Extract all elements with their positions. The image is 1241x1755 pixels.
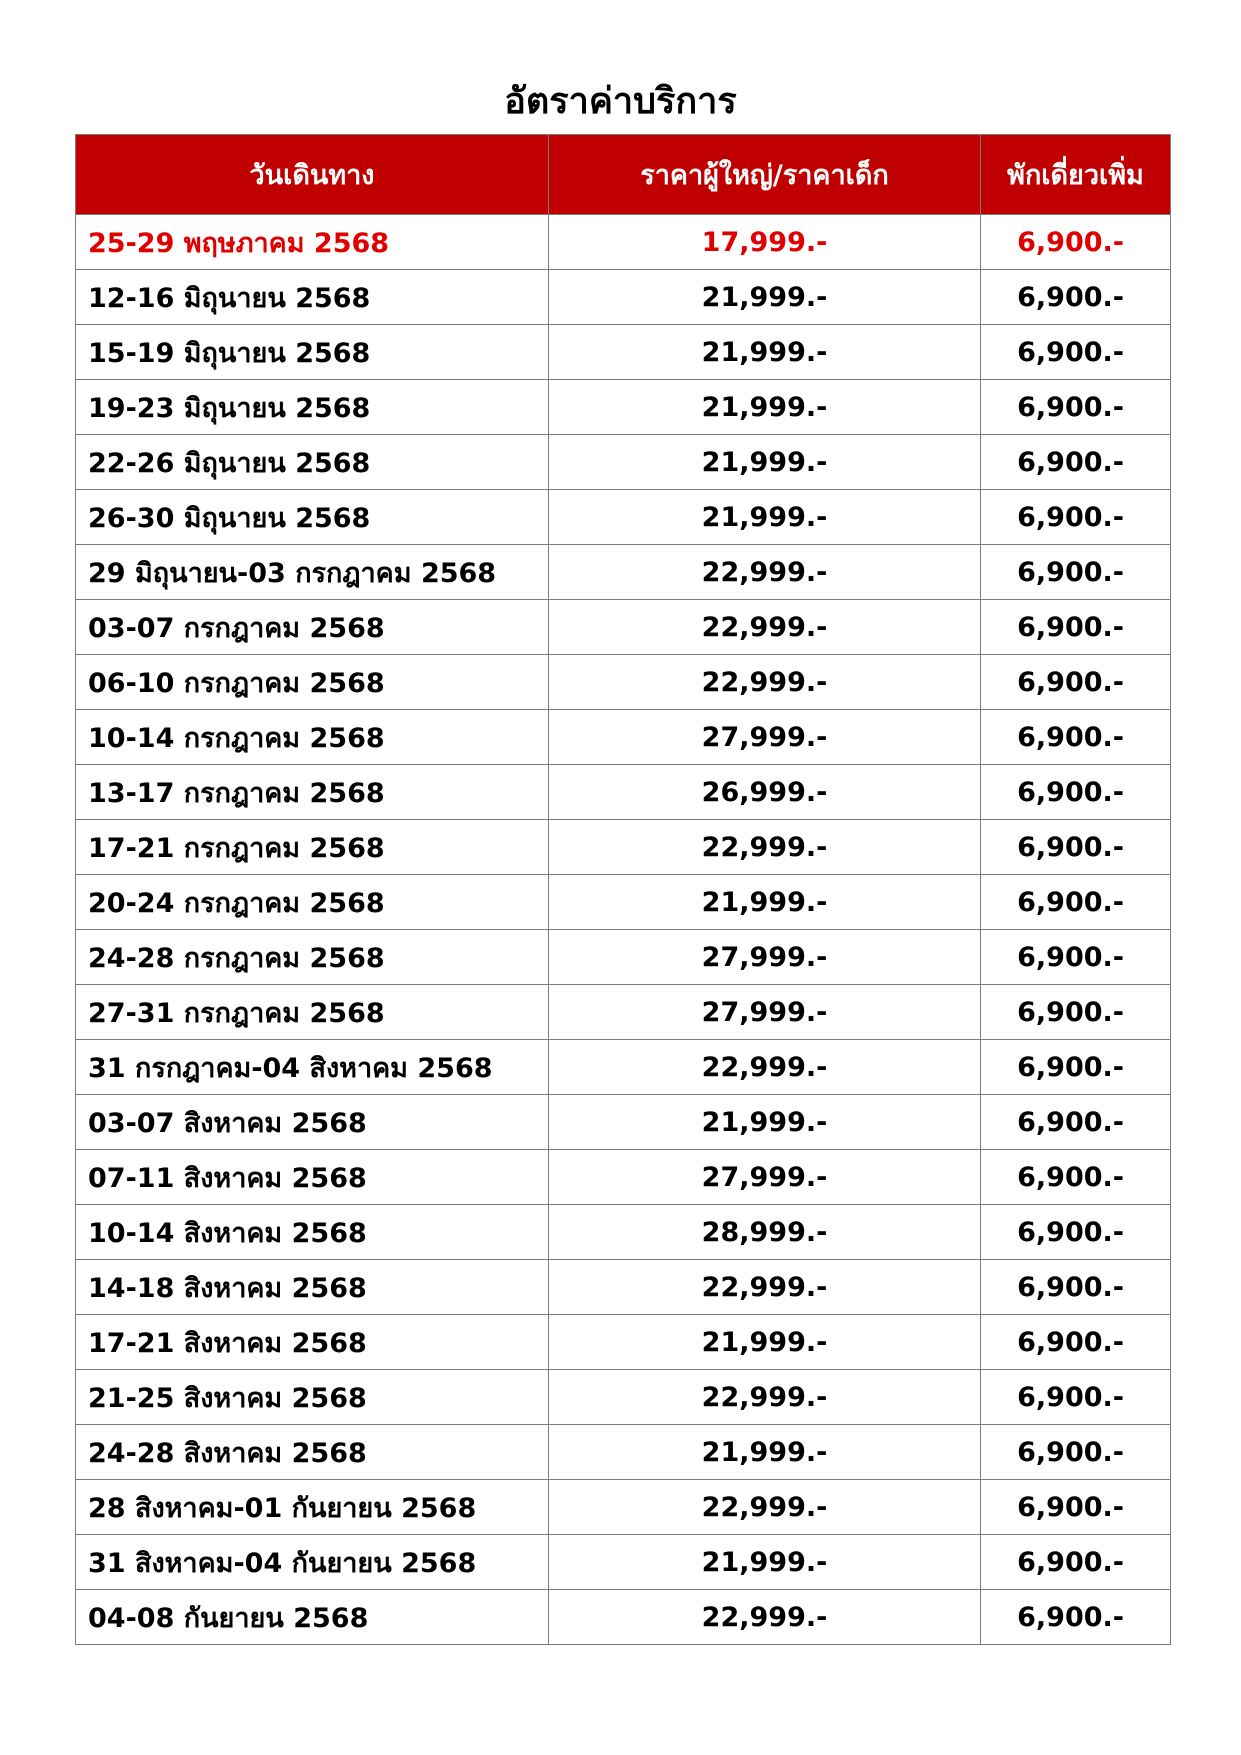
single-supplement-cell: 6,900.- (981, 380, 1171, 435)
table-header-row (76, 135, 1171, 215)
single-supplement-cell: 6,900.- (981, 1480, 1171, 1535)
price-cell: 21,999.- (549, 380, 981, 435)
single-supplement-cell: 6,900.- (981, 1370, 1171, 1425)
travel-date-cell: 24-28 กรกฎาคม 2568 (76, 930, 549, 985)
header-adult-child-price: ราคาผู้ใหญ่/ราคาเด็ก (549, 135, 981, 215)
table-row (76, 545, 1171, 600)
travel-date-cell: 24-28 สิงหาคม 2568 (76, 1425, 549, 1480)
table-row (76, 1040, 1171, 1095)
travel-date-cell: 03-07 กรกฎาคม 2568 (76, 600, 549, 655)
travel-date-cell: 12-16 มิถุนายน 2568 (76, 270, 549, 325)
table-row (76, 875, 1171, 930)
table-row (76, 1205, 1171, 1260)
price-cell: 21,999.- (549, 875, 981, 930)
travel-date-cell: 25-29 พฤษภาคม 2568 (76, 215, 549, 270)
table-row (76, 490, 1171, 545)
single-supplement-cell: 6,900.- (981, 270, 1171, 325)
price-cell: 26,999.- (549, 765, 981, 820)
travel-date-cell: 14-18 สิงหาคม 2568 (76, 1260, 549, 1315)
travel-date-cell: 31 สิงหาคม-04 กันยายน 2568 (76, 1535, 549, 1590)
table-row (76, 1315, 1171, 1370)
table-row (76, 1370, 1171, 1425)
price-cell: 22,999.- (549, 820, 981, 875)
single-supplement-cell: 6,900.- (981, 710, 1171, 765)
single-supplement-cell: 6,900.- (981, 1425, 1171, 1480)
price-cell: 17,999.- (549, 215, 981, 270)
price-cell: 27,999.- (549, 1150, 981, 1205)
table-row (76, 1095, 1171, 1150)
travel-date-cell: 07-11 สิงหาคม 2568 (76, 1150, 549, 1205)
travel-date-cell: 27-31 กรกฎาคม 2568 (76, 985, 549, 1040)
travel-date-cell: 03-07 สิงหาคม 2568 (76, 1095, 549, 1150)
table-row (76, 765, 1171, 820)
single-supplement-cell: 6,900.- (981, 820, 1171, 875)
travel-date-cell: 28 สิงหาคม-01 กันยายน 2568 (76, 1480, 549, 1535)
price-cell: 27,999.- (549, 710, 981, 765)
travel-date-cell: 20-24 กรกฎาคม 2568 (76, 875, 549, 930)
single-supplement-cell: 6,900.- (981, 1205, 1171, 1260)
price-cell: 22,999.- (549, 545, 981, 600)
travel-date-cell: 17-21 สิงหาคม 2568 (76, 1315, 549, 1370)
price-cell: 21,999.- (549, 1095, 981, 1150)
price-cell: 21,999.- (549, 435, 981, 490)
price-cell: 21,999.- (549, 325, 981, 380)
travel-date-cell: 06-10 กรกฎาคม 2568 (76, 655, 549, 710)
table-row (76, 985, 1171, 1040)
single-supplement-cell: 6,900.- (981, 325, 1171, 380)
table-row (76, 600, 1171, 655)
table-row (76, 1150, 1171, 1205)
single-supplement-cell: 6,900.- (981, 985, 1171, 1040)
travel-date-cell: 21-25 สิงหาคม 2568 (76, 1370, 549, 1425)
table-row (76, 1425, 1171, 1480)
price-cell: 21,999.- (549, 1315, 981, 1370)
header-single-supplement: พักเดี่ยวเพิ่ม (981, 135, 1171, 215)
table-row (76, 710, 1171, 765)
single-supplement-cell: 6,900.- (981, 1590, 1171, 1645)
price-cell: 27,999.- (549, 930, 981, 985)
price-cell: 21,999.- (549, 490, 981, 545)
single-supplement-cell: 6,900.- (981, 1150, 1171, 1205)
single-supplement-cell: 6,900.- (981, 1315, 1171, 1370)
price-cell: 22,999.- (549, 1590, 981, 1645)
single-supplement-cell: 6,900.- (981, 1535, 1171, 1590)
travel-date-cell: 13-17 กรกฎาคม 2568 (76, 765, 549, 820)
table-row (76, 435, 1171, 490)
single-supplement-cell: 6,900.- (981, 1095, 1171, 1150)
single-supplement-cell: 6,900.- (981, 1260, 1171, 1315)
table-row (76, 930, 1171, 985)
travel-date-cell: 31 กรกฎาคม-04 สิงหาคม 2568 (76, 1040, 549, 1095)
travel-date-cell: 22-26 มิถุนายน 2568 (76, 435, 549, 490)
table-row (76, 325, 1171, 380)
price-cell: 22,999.- (549, 1040, 981, 1095)
price-cell: 22,999.- (549, 1370, 981, 1425)
single-supplement-cell: 6,900.- (981, 435, 1171, 490)
single-supplement-cell: 6,900.- (981, 490, 1171, 545)
table-row (76, 270, 1171, 325)
single-supplement-cell: 6,900.- (981, 600, 1171, 655)
travel-date-cell: 26-30 มิถุนายน 2568 (76, 490, 549, 545)
price-cell: 22,999.- (549, 1260, 981, 1315)
price-cell: 22,999.- (549, 655, 981, 710)
single-supplement-cell: 6,900.- (981, 1040, 1171, 1095)
travel-date-cell: 19-23 มิถุนายน 2568 (76, 380, 549, 435)
price-cell: 22,999.- (549, 600, 981, 655)
table-row (76, 1535, 1171, 1590)
table-row (76, 655, 1171, 710)
price-cell: 21,999.- (549, 270, 981, 325)
page-title: อัตราค่าบริการ (504, 81, 737, 122)
travel-date-cell: 10-14 สิงหาคม 2568 (76, 1205, 549, 1260)
single-supplement-cell: 6,900.- (981, 215, 1171, 270)
table-row (76, 1260, 1171, 1315)
single-supplement-cell: 6,900.- (981, 655, 1171, 710)
table-body (76, 215, 1171, 1645)
travel-date-cell: 10-14 กรกฎาคม 2568 (76, 710, 549, 765)
price-cell: 28,999.- (549, 1205, 981, 1260)
price-cell: 21,999.- (549, 1425, 981, 1480)
travel-date-cell: 29 มิถุนายน-03 กรกฎาคม 2568 (76, 545, 549, 600)
single-supplement-cell: 6,900.- (981, 545, 1171, 600)
single-supplement-cell: 6,900.- (981, 765, 1171, 820)
price-cell: 21,999.- (549, 1535, 981, 1590)
single-supplement-cell: 6,900.- (981, 930, 1171, 985)
table-row (76, 380, 1171, 435)
table-row (76, 215, 1171, 270)
rate-table (75, 134, 1171, 1645)
price-cell: 27,999.- (549, 985, 981, 1040)
header-travel-date: วันเดินทาง (76, 135, 549, 215)
table-row (76, 1590, 1171, 1645)
table-row (76, 1480, 1171, 1535)
table-row (76, 820, 1171, 875)
travel-date-cell: 17-21 กรกฎาคม 2568 (76, 820, 549, 875)
single-supplement-cell: 6,900.- (981, 875, 1171, 930)
price-cell: 22,999.- (549, 1480, 981, 1535)
travel-date-cell: 15-19 มิถุนายน 2568 (76, 325, 549, 380)
travel-date-cell: 04-08 กันยายน 2568 (76, 1590, 549, 1645)
